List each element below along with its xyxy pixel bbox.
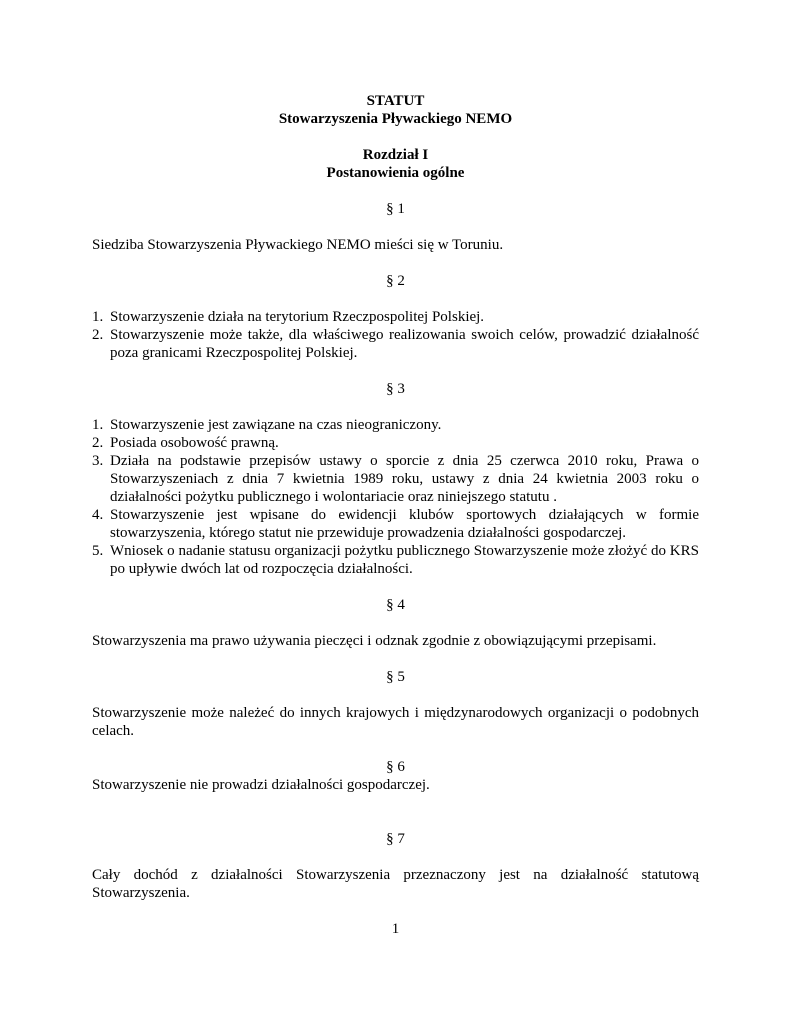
section-2-list xyxy=(92,308,699,362)
list-item xyxy=(92,416,699,434)
list-item-number: 2. xyxy=(92,327,104,343)
section-6-text: Stowarzyszenie nie prowadzi działalności gospodarczej. xyxy=(92,777,430,793)
list-item xyxy=(92,326,699,362)
document-subtitle: Stowarzyszenia Pływackiego NEMO xyxy=(278,111,513,127)
list-item-number: 1. xyxy=(92,417,104,433)
list-item-number: 5. xyxy=(92,543,104,559)
section-5-text: Stowarzyszenie może należeć do innych krajowych i międzynarodowych organizacji o podobnych celach. xyxy=(92,705,699,739)
list-item-number: 4. xyxy=(92,507,104,523)
section-mark-7: § 7 xyxy=(386,831,405,847)
list-item-number: 1. xyxy=(92,309,104,325)
section-mark-6: § 6 xyxy=(386,759,405,775)
page-number: 1 xyxy=(391,921,400,937)
list-item xyxy=(92,506,699,542)
section-mark-2: § 2 xyxy=(386,273,405,289)
section-1-text: Siedziba Stowarzyszenia Pływackiego NEMO mieści się w Toruniu. xyxy=(92,237,504,253)
list-item xyxy=(92,542,699,578)
list-item-text: Stowarzyszenie jest wpisane do ewidencji klubów sportowych działających w formie stowarzyszenia, którego statut nie przewiduje prowadzenia działalności gospodarczej. xyxy=(110,507,699,541)
section-mark-1: § 1 xyxy=(386,201,405,217)
section-mark-5: § 5 xyxy=(386,669,405,685)
list-item-number: 2. xyxy=(92,435,104,451)
document-title: STATUT xyxy=(366,93,425,109)
list-item xyxy=(92,308,699,326)
list-item-number: 3. xyxy=(92,453,104,469)
chapter-title: Postanowienia ogólne xyxy=(326,165,465,181)
section-mark-3: § 3 xyxy=(386,381,405,397)
section-mark-4: § 4 xyxy=(386,597,405,613)
list-item xyxy=(92,434,699,452)
document-page xyxy=(92,0,699,1024)
list-item-text: Stowarzyszenie może także, dla właściwego realizowania swoich celów, prowadzić działalność poza granicami Rzeczpospolitej Polskiej. xyxy=(110,327,699,361)
list-item-text: Wniosek o nadanie statusu organizacji pożytku publicznego Stowarzyszenie może złożyć do KRS po upływie dwóch lat od rozpoczęcia działalności. xyxy=(110,543,699,577)
list-item xyxy=(92,452,699,506)
list-item-text: Posiada osobowość prawną. xyxy=(110,435,279,451)
list-item-text: Stowarzyszenie jest zawiązane na czas nieograniczony. xyxy=(110,417,442,433)
chapter-heading: Rozdział I xyxy=(362,147,429,163)
section-7-text: Cały dochód z działalności Stowarzyszenia przeznaczony jest na działalność statutową Stowarzyszenia. xyxy=(92,867,699,901)
list-item-text: Stowarzyszenie działa na terytorium Rzeczpospolitej Polskiej. xyxy=(110,309,485,325)
section-4-text: Stowarzyszenia ma prawo używania pieczęci i odznak zgodnie z obowiązującymi przepisami. xyxy=(92,633,657,649)
list-item-text: Działa na podstawie przepisów ustawy o sporcie z dnia 25 czerwca 2010 roku, Prawa o Stowarzyszeniach z dnia 7 kwietnia 1989 roku, ustawy z dnia 24 kwietnia 2003 roku o działalności pożytku publicznego i wolontariacie oraz niniejszego statutu . xyxy=(110,453,699,505)
section-3-list xyxy=(92,416,699,578)
